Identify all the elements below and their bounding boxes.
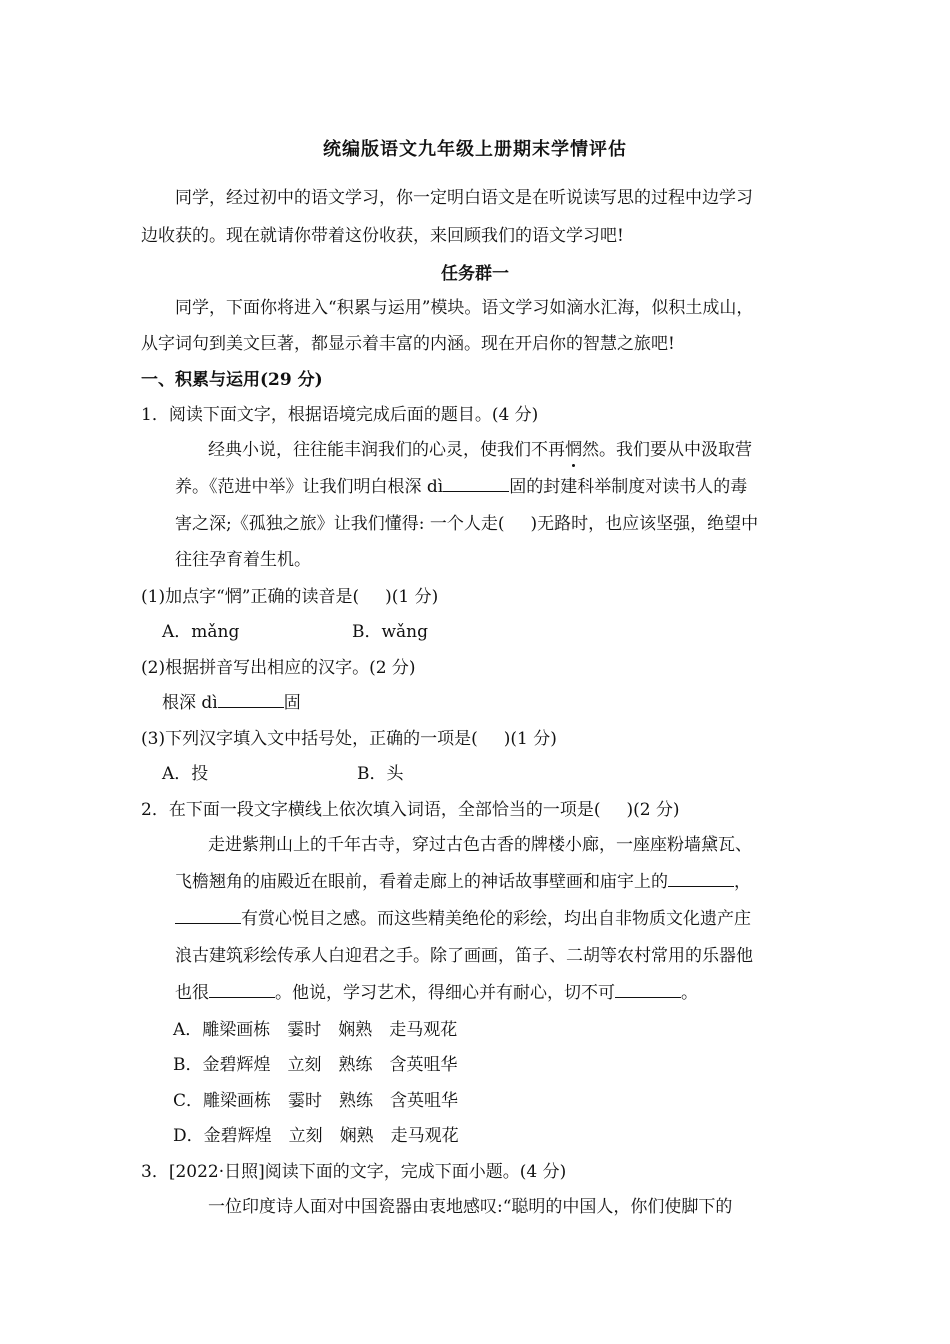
q1-sub3-score: )(1 分) <box>503 729 557 749</box>
q1-sub2-text: 固 <box>283 693 301 713</box>
q2-passage-line-3 <box>175 907 751 931</box>
q1-passage-line-2 <box>175 475 747 499</box>
q1-sub1 <box>141 585 438 609</box>
intro-line-2: 边收获的。现在就请你带着这份收获，来回顾我们的语文学习吧! <box>141 226 624 246</box>
intro-line-1: 同学，经过初中的语文学习，你一定明白语文是在听说读写思的过程中边学习 <box>175 188 753 208</box>
q2-passage-line-4: 浪古建筑彩绘传承人白迎君之手。除了画画，笛子、二胡等农村常用的乐器他 <box>175 946 753 966</box>
q3-stem: 3．[2022·日照]阅读下面的文字，完成下面小题。(4 分) <box>141 1162 567 1182</box>
q2-passage-text: ， <box>734 872 751 892</box>
q1-passage-text: 固的封建科举制度对读书人的毒 <box>509 477 748 497</box>
answer-blank[interactable] <box>175 909 241 924</box>
answer-blank[interactable] <box>443 477 509 492</box>
q2-passage-text: 也很 <box>175 983 209 1003</box>
q1-sub3-option-b[interactable]: B．头 <box>357 764 404 784</box>
q1-sub3-option-a[interactable]: A．投 <box>162 764 209 784</box>
q1-passage-text: 害之深;《孤独之旅》让我们懂得: 一个人走( <box>175 514 505 534</box>
task-intro-line-2: 从字词句到美文巨著，都显示着丰富的内涵。现在开启你的智慧之旅吧! <box>141 334 675 354</box>
q1-passage-text: )无路时，也应该坚强，绝望中 <box>530 514 759 534</box>
q2-option-b[interactable]: B．金碧辉煌 立刻 熟练 含英咀华 <box>173 1055 458 1075</box>
answer-blank[interactable] <box>668 872 734 887</box>
answer-blank[interactable] <box>615 983 681 998</box>
q1-passage-text: 养。《范进中举》让我们明白根深 dì <box>175 477 444 497</box>
task-group-heading: 任务群一 <box>441 264 509 284</box>
q2-option-d[interactable]: D．金碧辉煌 立刻 娴熟 走马观花 <box>173 1126 459 1146</box>
q2-passage-text: 。他说，学习艺术，得细心并有耐心，切不可 <box>275 983 615 1003</box>
q2-stem-text: 2．在下面一段文字横线上依次填入词语，全部恰当的一项是( <box>141 800 601 820</box>
answer-blank[interactable] <box>218 693 284 708</box>
q1-passage-line-4: 往往孕育着生机。 <box>175 550 311 570</box>
q1-sub1-option-a[interactable]: A．mǎng <box>162 622 240 642</box>
q2-passage-line-5 <box>175 981 698 1005</box>
q2-option-c[interactable]: C．雕梁画栋 霎时 熟练 含英咀华 <box>173 1091 459 1111</box>
q2-passage-text: 。 <box>681 983 698 1003</box>
q2-passage-text: 有赏心悦目之感。而这些精美绝伦的彩绘，均出自非物质文化遗产庄 <box>241 909 751 929</box>
q2-stem <box>141 798 680 822</box>
section-heading: 一、积累与运用(29 分) <box>141 370 323 390</box>
q1-sub2-answer <box>162 691 301 715</box>
q1-passage-text: 经典小说，往往能丰润我们的心灵，使我们不再 <box>208 440 565 460</box>
q2-passage-line-2 <box>175 870 751 894</box>
q1-sub1-text: (1)加点字“惘”正确的读音是( <box>141 587 360 607</box>
q3-passage-line-1: 一位印度诗人面对中国瓷器由衷地感叹:“聪明的中国人，你们使脚下的 <box>208 1197 733 1217</box>
page-title: 统编版语文九年级上册期末学情评估 <box>323 139 627 160</box>
answer-blank[interactable] <box>209 983 275 998</box>
dotted-character: 惘 <box>565 440 582 460</box>
q2-passage-line-1: 走进紫荆山上的千年古寺，穿过古色古香的牌楼小廊，一座座粉墙黛瓦、 <box>208 835 752 855</box>
q1-sub1-score: )(1 分) <box>385 587 439 607</box>
q1-sub3-text: (3)下列汉字填入文中括号处，正确的一项是( <box>141 729 478 749</box>
q1-passage-text: 然。我们要从中汲取营 <box>582 440 752 460</box>
q2-option-a[interactable]: A．雕梁画栋 霎时 娴熟 走马观花 <box>173 1020 458 1040</box>
task-intro-line-1: 同学，下面你将进入“积累与运用”模块。语文学习如滴水汇海，似积土成山， <box>175 298 754 318</box>
q1-sub2-text: 根深 dì <box>162 693 218 713</box>
q1-sub2: (2)根据拼音写出相应的汉字。(2 分) <box>141 658 416 678</box>
q1-stem: 1．阅读下面文字，根据语境完成后面的题目。(4 分) <box>141 405 539 425</box>
q1-sub1-option-b[interactable]: B．wǎng <box>352 622 429 642</box>
q1-passage-line-3 <box>175 512 758 536</box>
q1-sub3 <box>141 727 557 751</box>
q1-passage-line-1 <box>208 438 752 462</box>
q2-passage-text: 飞檐翘角的庙殿近在眼前，看着走廊上的神话故事壁画和庙宇上的 <box>175 872 668 892</box>
q2-stem-score: )(2 分) <box>626 800 680 820</box>
